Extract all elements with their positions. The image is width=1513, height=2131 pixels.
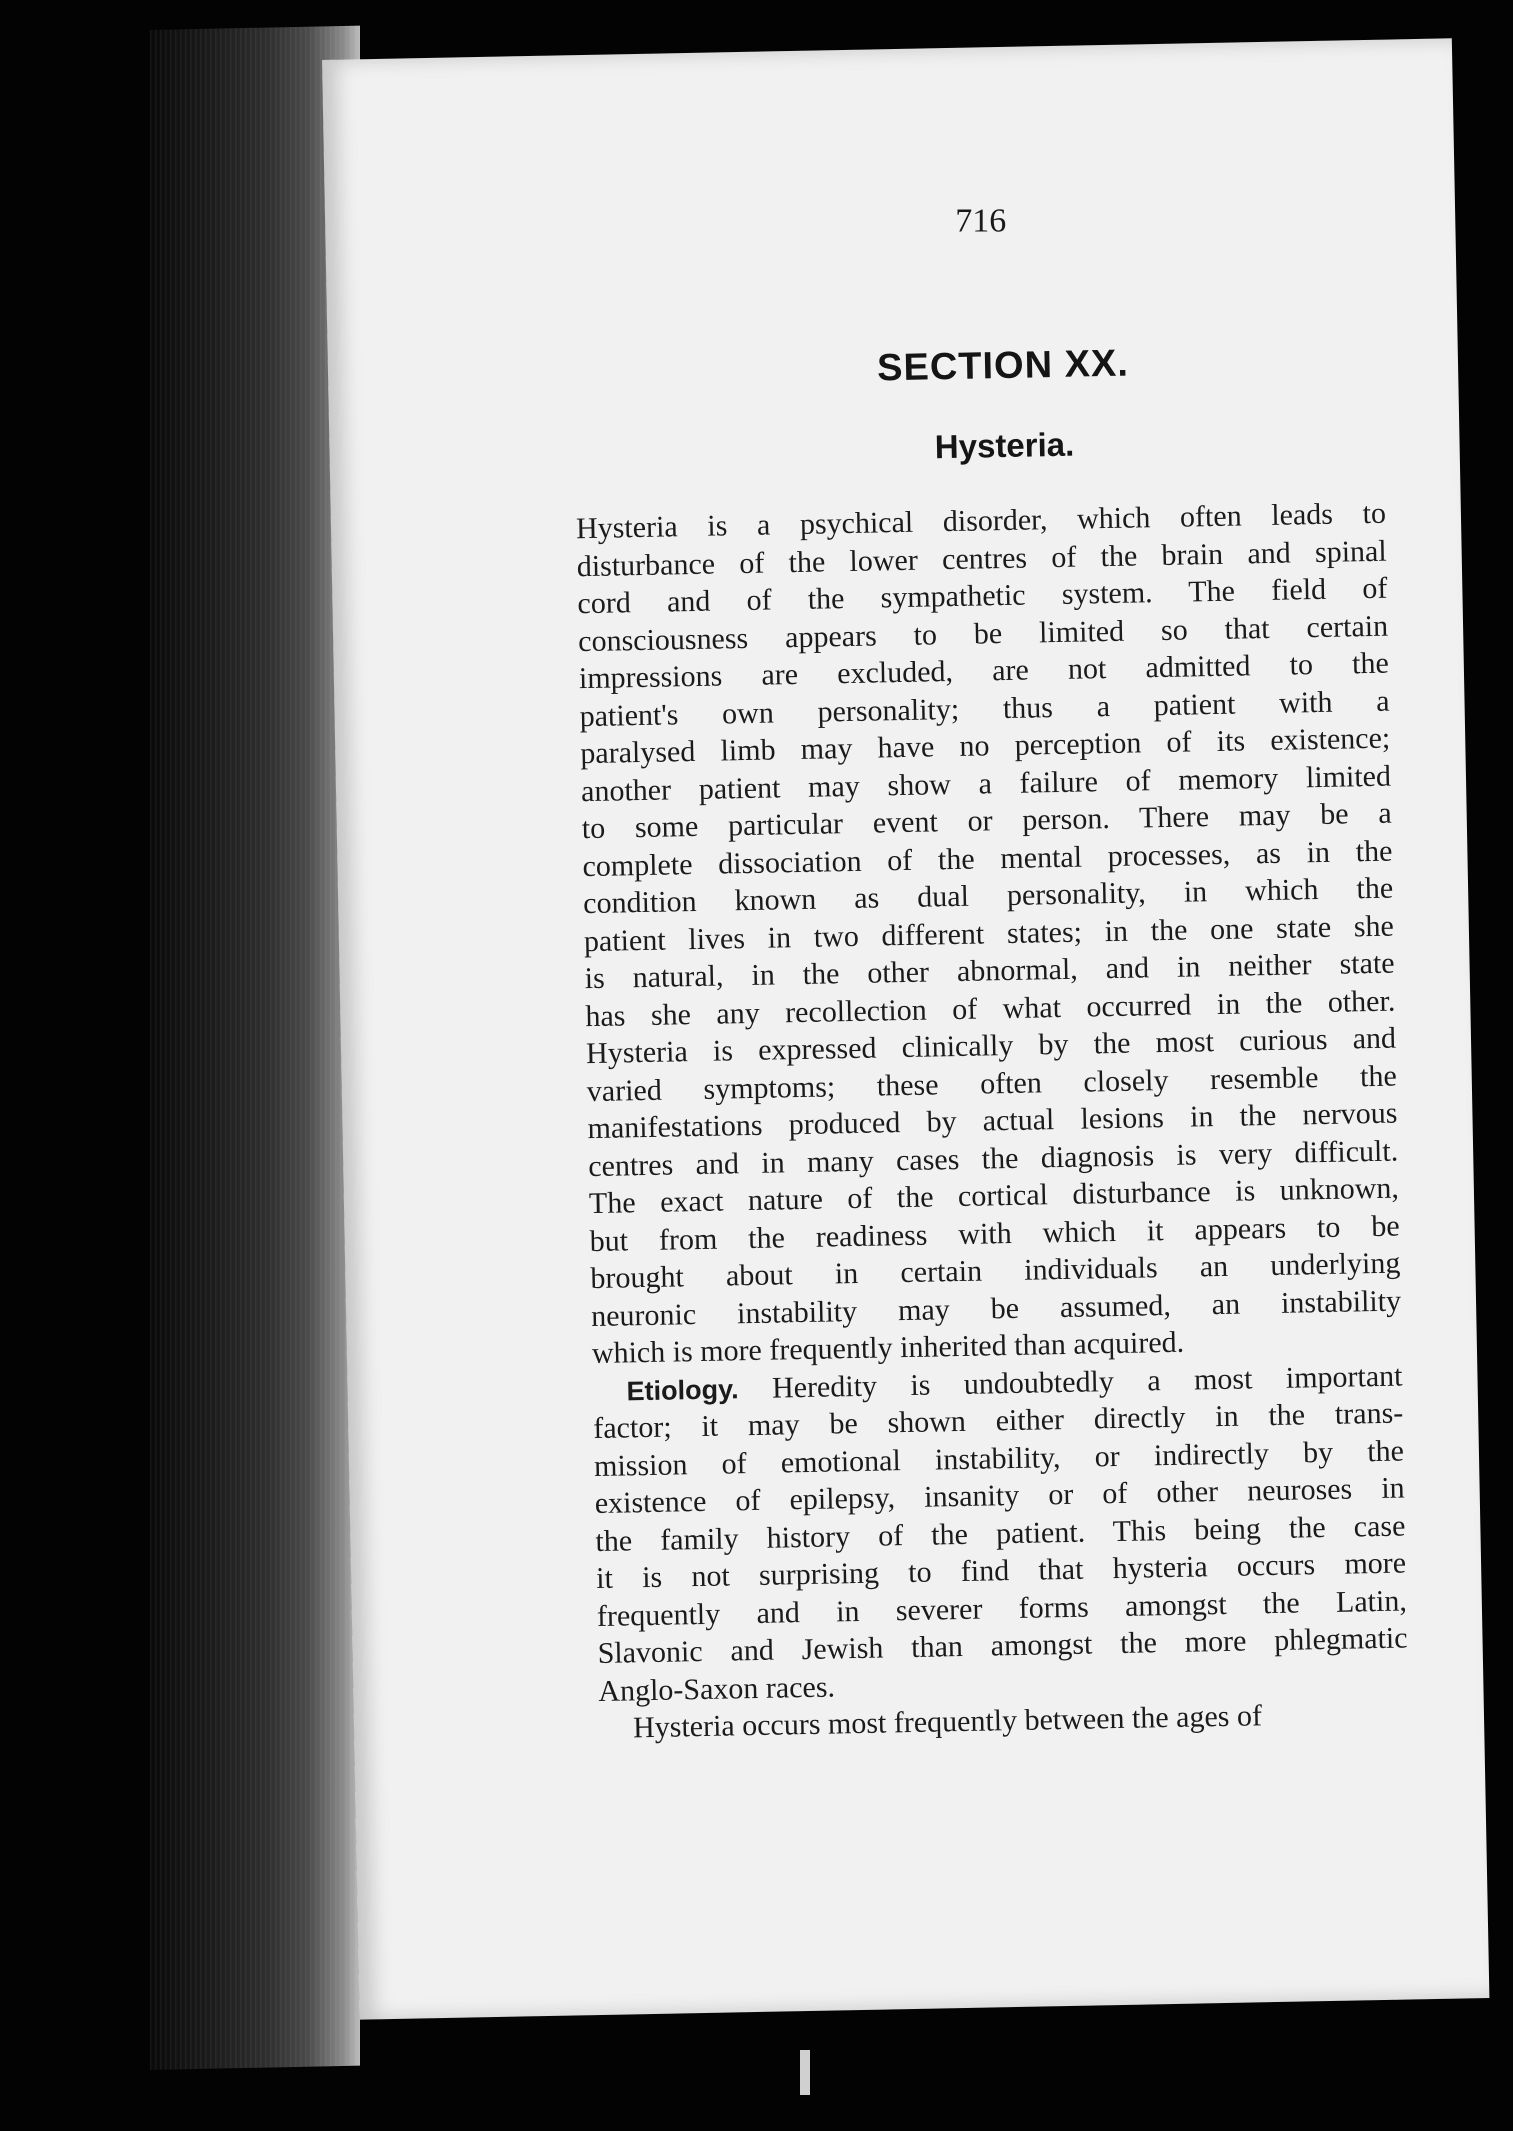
text-line: complete dissociation of the mental processes, as in the (582, 834, 1393, 883)
text-line: Hysteria is expressed clinically by the most curious and (585, 1021, 1397, 1071)
scan-artifact-mark (800, 2050, 810, 2095)
book-page (322, 38, 1489, 2019)
text-line: brought about in certain individuals an underlying (590, 1246, 1401, 1296)
section-title: SECTION XX. (876, 342, 1130, 390)
text-line: patient's own personality; thus a patient with a (579, 684, 1390, 733)
text-line: paralysed limb may have no perception of its existence; (580, 721, 1391, 771)
etiology-first-line-text: Heredity is undoubtedly a most important (738, 1359, 1403, 1405)
text-line: which is more frequently inherited than acquired. (591, 1325, 1185, 1371)
text-line: varied symptoms; these often closely resemble the (586, 1059, 1398, 1108)
text-line: The exact nature of the cortical disturbance is unknown, (588, 1171, 1400, 1221)
text-line: is natural, in the other abnormal, and in neither state (584, 946, 1395, 996)
text-line: Anglo-Saxon races. (598, 1669, 836, 1708)
text-line: centres and in many cases the diagnosis is very difficult. (587, 1134, 1399, 1183)
text-line: patient lives in two different states; in the one state she (583, 909, 1395, 958)
text-line: existence of epilepsy, insanity or of other neuroses in (594, 1471, 1405, 1521)
text-line: condition known as dual personality, in which the (582, 871, 1394, 921)
text-line: Hysteria is a psychical disorder, which often leads to (575, 496, 1387, 546)
text-line: consciousness appears to be limited so that certain (577, 609, 1389, 658)
text-line: Slavonic and Jewish than amongst the more phlegmatic (597, 1621, 1408, 1670)
text-line: factor; it may be shown either directly in the trans- (593, 1396, 1404, 1446)
text-line: mission of emotional instability, or indirectly by the (593, 1433, 1405, 1483)
text-line: neuronic instability may be assumed, an instability (590, 1284, 1402, 1333)
text-line: impressions are excluded, are not admitted to the (578, 646, 1390, 696)
page-number: 716 (955, 202, 1007, 240)
text-line: manifestations produced by actual lesions in the nervous (587, 1096, 1398, 1146)
section-subtitle: Hysteria. (934, 425, 1075, 466)
text-line: has she any recollection of what occurred in the other. (585, 984, 1396, 1033)
text-line: frequently and in severer forms amongst the Latin, (596, 1583, 1408, 1633)
body-text (576, 495, 1410, 1748)
text-line: the family history of the patient. This being the case (595, 1508, 1406, 1558)
text-line: Hysteria occurs most frequently between the ages of (632, 1699, 1263, 1745)
text-line: but from the readiness with which it appears to be (589, 1209, 1400, 1258)
etiology-heading: Etiology. (626, 1373, 739, 1406)
text-line: another patient may show a failure of memory limited (580, 759, 1392, 808)
text-line: cord and of the sympathetic system. The field of (577, 571, 1388, 621)
text-line: it is not surprising to find that hysteria occurs more (595, 1546, 1407, 1596)
text-line: to some particular event or person. There may be a (581, 796, 1392, 846)
text-line: disturbance of the lower centres of the brain and spinal (576, 534, 1387, 583)
